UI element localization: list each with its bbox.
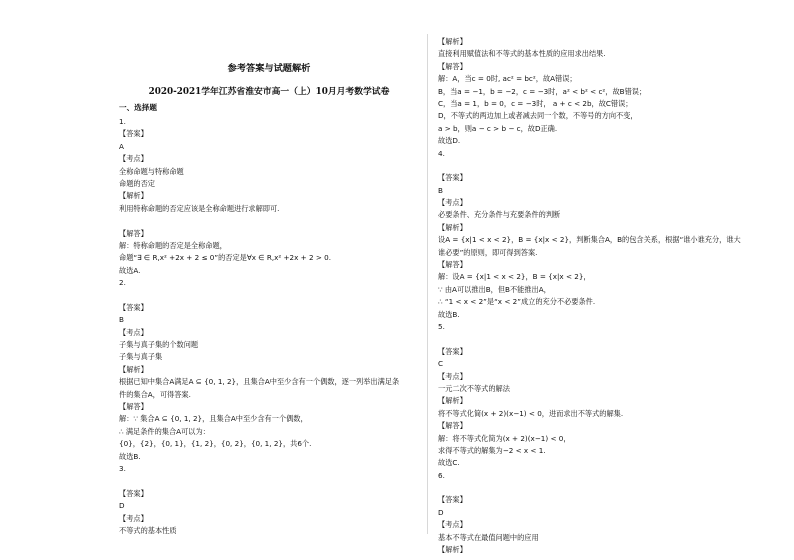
text-line: 求得不等式的解集为−2 < x < 1. (438, 445, 546, 455)
text-line: 3. (119, 463, 126, 473)
text-line: 【解析】 (438, 396, 467, 406)
text-line: 【答案】 (119, 129, 148, 139)
text-line: 【答案】 (438, 495, 467, 505)
right-column (438, 36, 768, 556)
text-line: 【考点】 (438, 198, 467, 208)
text-line: ∵ 由A可以推出B，但B不能推出A， (438, 284, 551, 294)
text-line: 故选D. (438, 136, 461, 146)
text-line: 解：∵ 集合A ⊆ {0, 1, 2}，且集合A中至少含有一个偶数， (119, 414, 308, 424)
text-line: 故选B. (438, 309, 460, 319)
text-line: D，不等式的两边加上或者减去同一个数，不等号的方向不变， (438, 111, 638, 121)
text-line: 【解析】 (438, 37, 467, 46)
text-line: C，当a = 1，b = 0，c = −3时， a + c < 2b，故C错误； (438, 98, 633, 108)
text-line: 5. (438, 321, 445, 331)
text-line: 故选A. (119, 265, 141, 275)
text-line: D (119, 501, 125, 511)
text-line: 利用特称命题的否定应该是全称命题进行求解即可. (119, 203, 280, 213)
text-line: 解：特称命题的否定是全称命题， (119, 240, 227, 250)
text-line: 不等式的基本性质 (119, 525, 177, 535)
text-line: ∴ 满足条件的集合A可以为： (119, 426, 210, 436)
text-line: B (438, 185, 443, 195)
text-line: 【答案】 (119, 302, 148, 312)
text-line: 【解答】 (119, 401, 148, 411)
text-line: 【解答】 (119, 228, 148, 238)
text-line: 【考点】 (438, 520, 467, 530)
text-line: 根据已知中集合A满足A ⊆ {0, 1, 2}，且集合A中至少含有一个偶数，逐一列举出满足条 (119, 377, 400, 387)
text-line: 1. (119, 117, 126, 126)
left-column (119, 116, 419, 537)
text-line: 【解答】 (438, 260, 467, 270)
text-line: 命题的否定 (119, 178, 155, 188)
text-line: B (119, 315, 124, 325)
text-line: 【解析】 (119, 191, 148, 201)
text-line: 设A = {x|1 < x < 2}，B = {x|x < 2}，判断集合A，B的包含关系，根据“谁小谁充分，谁大 (438, 235, 741, 245)
text-line: 故选C. (438, 458, 460, 468)
column-divider (427, 34, 428, 534)
text-line: 子集与真子集的个数问题 (119, 340, 199, 350)
text-line: 【考点】 (438, 371, 467, 381)
text-line: 【考点】 (119, 513, 148, 523)
text-line: 2. (119, 278, 126, 288)
text-line (119, 289, 419, 301)
text-line: 直接利用赋值法和不等式的基本性质的应用求出结果. (438, 49, 606, 59)
text-line: 6. (438, 470, 445, 480)
text-line: ∴ “1 < x < 2”是“x < 2”成立的充分不必要条件. (438, 297, 596, 307)
text-line: 必要条件、充分条件与充要条件的判断 (438, 210, 561, 220)
text-line: 子集与真子集 (119, 352, 163, 362)
text-line: B，当a = −1，b = −2，c = −3时，a² < b² < c²，故B错误； (438, 86, 647, 96)
text-line (119, 215, 419, 227)
text-line: 【解析】 (438, 545, 467, 555)
text-line: 【答案】 (119, 488, 148, 498)
text-line: a > b，则a − c > b − c，故D正确. (438, 123, 558, 133)
text-line: 基本不等式在最值问题中的应用 (438, 532, 539, 542)
text-line: 【解析】 (119, 364, 148, 374)
text-line: {0}，{2}，{0, 1}，{1, 2}，{0, 2}，{0, 1, 2}，共6个. (119, 439, 312, 449)
text-line (438, 160, 768, 172)
text-line: 全称命题与特称命题 (119, 166, 184, 176)
text-line: 【解答】 (438, 61, 467, 71)
text-line: C (438, 359, 444, 369)
text-line: 解：设A = {x|1 < x < 2}，B = {x|x < 2}， (438, 272, 591, 282)
document-title: 参考答案与试题解析 (227, 63, 311, 74)
text-line: 【考点】 (119, 154, 148, 164)
text-line (438, 333, 768, 345)
text-line: 【答案】 (438, 346, 467, 356)
text-line: 解：A，当c = 0时, ac² = bc²，故A错误； (438, 74, 577, 84)
text-line: 4. (438, 148, 445, 158)
text-line (119, 475, 419, 487)
text-line: 【考点】 (119, 327, 148, 337)
text-line: 谁必要”的原则，即可得到答案. (438, 247, 538, 257)
text-line: 故选B. (119, 451, 141, 461)
text-line: 一元二次不等式的解法 (438, 383, 510, 393)
text-line (438, 482, 768, 494)
text-line: 将不等式化简(x + 2)(x−1) < 0，进而求出不等式的解集. (438, 408, 624, 418)
text-line: 【答案】 (438, 173, 467, 183)
text-line: 解：将不等式化简为(x + 2)(x−1) < 0， (438, 433, 571, 443)
text-line: 件的集合A，可得答案. (119, 389, 191, 399)
section-heading: 一、选择题 (119, 103, 157, 112)
text-line: A (119, 141, 124, 151)
text-line: 【解答】 (438, 421, 467, 431)
text-line: 命题“∃ ∈ R,x² +2x + 2 ≤ 0”的否定是∀x ∈ R,x² +2x + 2 > 0. (119, 253, 331, 263)
text-line: D (438, 507, 444, 517)
text-line: 【解析】 (438, 222, 467, 232)
document-subtitle: 2020-2021学年江苏省淮安市高一（上）10月月考数学试卷 (148, 87, 390, 97)
